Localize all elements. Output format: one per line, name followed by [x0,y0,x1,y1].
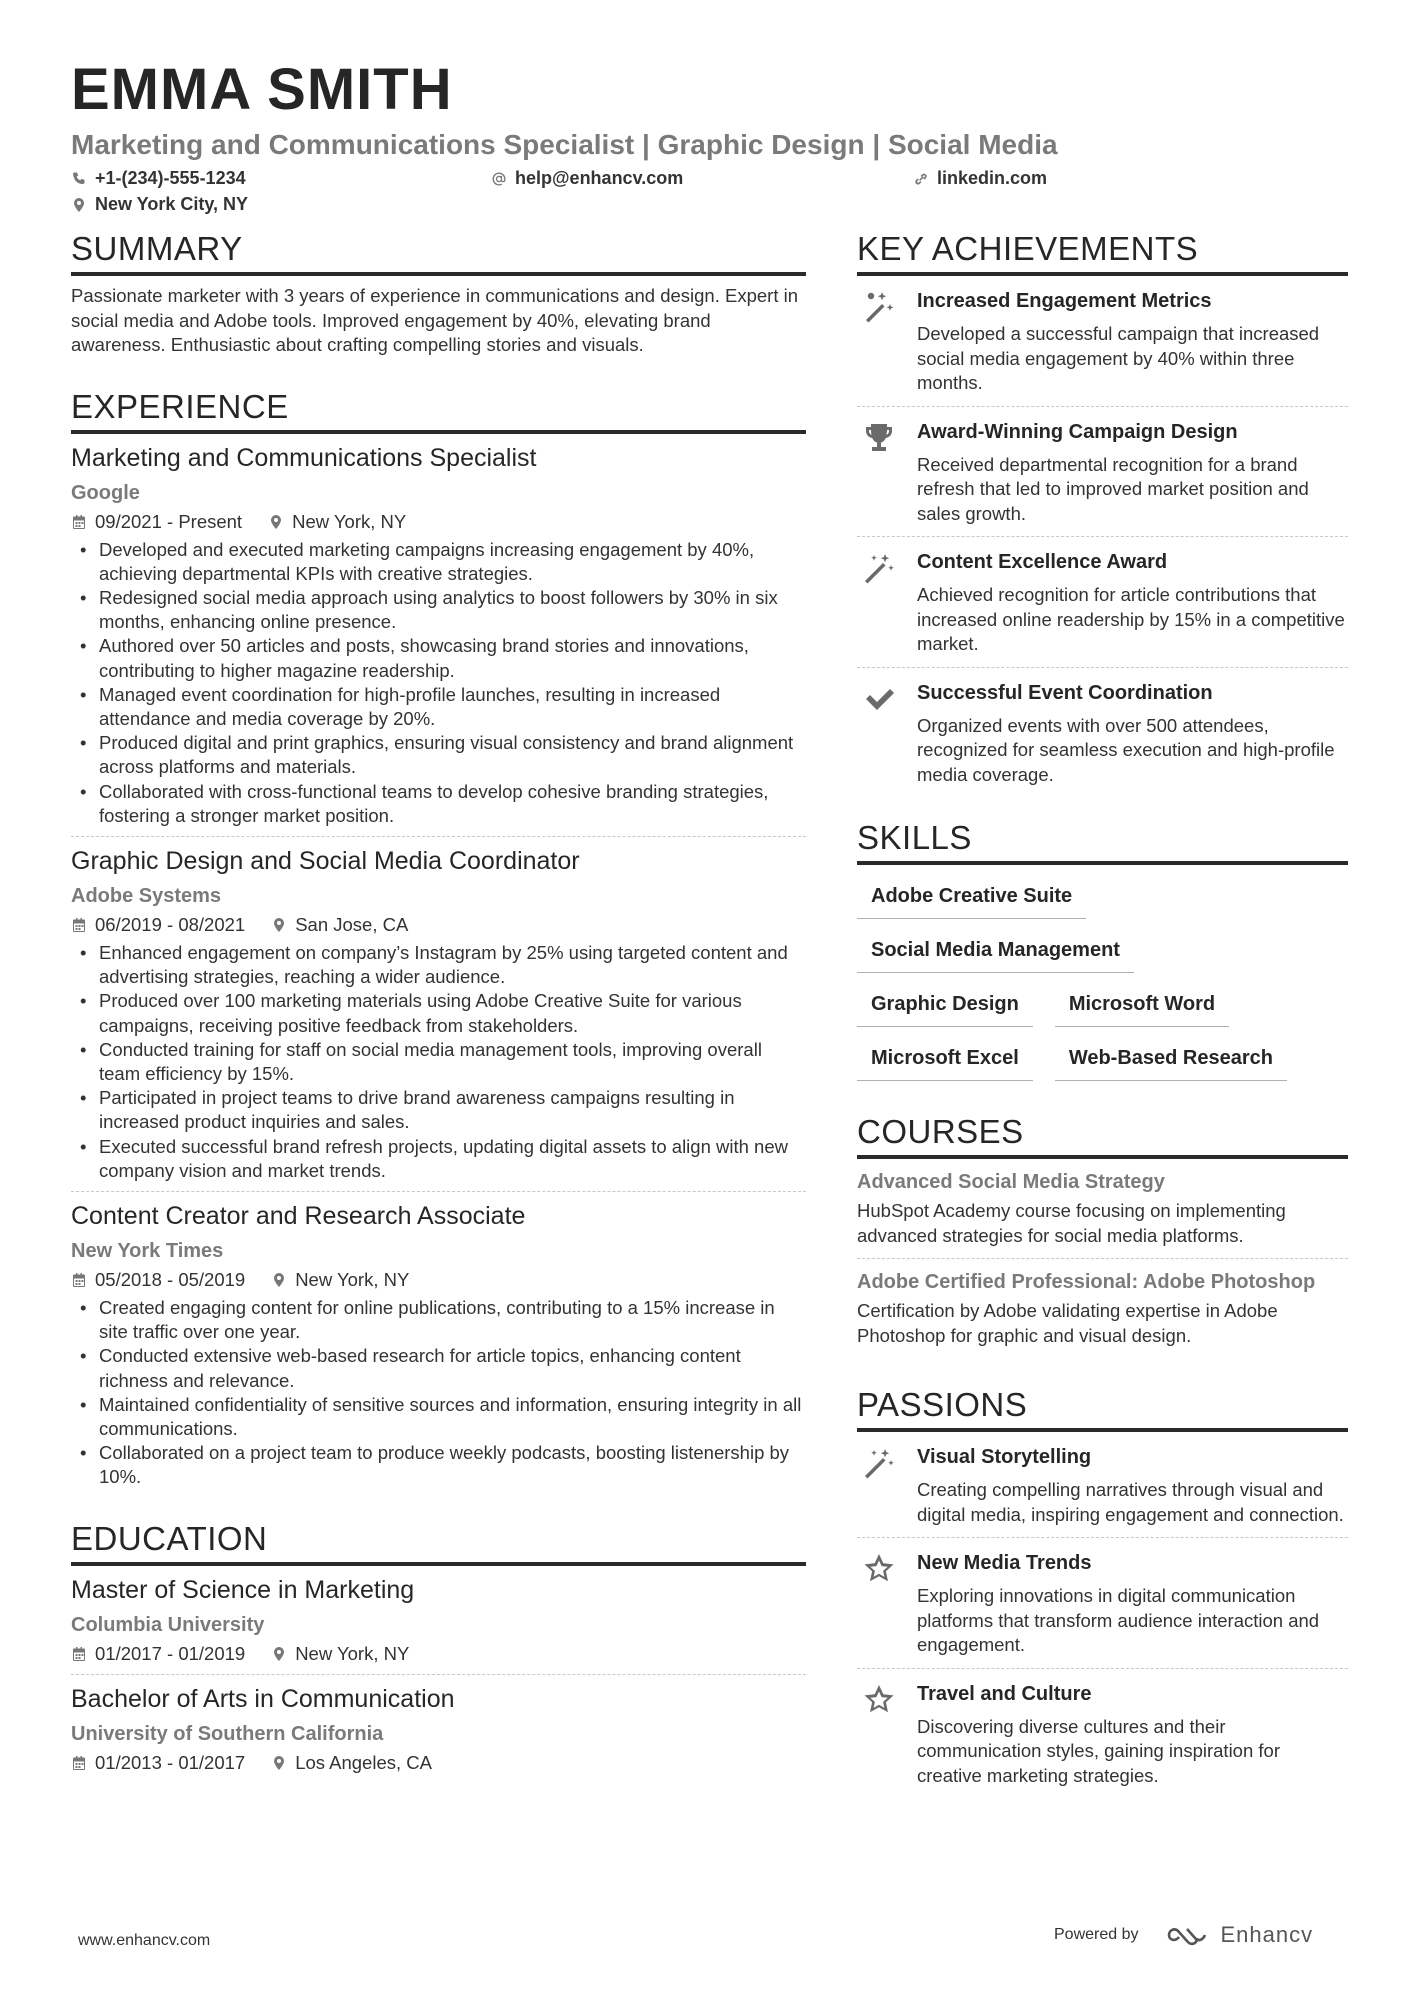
entry-location [271,913,408,937]
item-description: Discovering diverse cultures and their communication styles, gaining inspiration for creative marketing strategies. [917,1715,1280,1786]
candidate-name: EMMA SMITH [71,57,453,122]
skill-tag: Microsoft Word [1055,987,1229,1027]
bullet-item: • Participated in project teams to drive brand awareness campaigns resulting in increased product inquiries and sales. [71,1086,806,1134]
location-pin-icon [71,197,87,213]
entry-meta [71,1642,806,1666]
education-entry [71,1674,806,1783]
skills-row [857,1041,1317,1081]
calendar-icon [71,1646,87,1662]
courses-heading: COURSES [857,1111,1348,1159]
bullet-item: • Developed and executed marketing campaigns increasing engagement by 40%, achieving departmental KPIs with creative strategies. [71,538,806,586]
email-address: help@enhancv.com [515,168,684,188]
date-range [71,913,245,937]
skills-row [857,987,1317,1027]
skill-tag: Social Media Management [857,933,1134,973]
entry-meta [71,510,806,534]
calendar-icon [71,1755,87,1771]
item-description: Developed a successful campaign that increased social media engagement by 40% within three months. [917,323,1320,393]
date-range [71,510,242,534]
entry-meta [71,1751,806,1775]
bullet-item: • Executed successful brand refresh projects, updating digital assets to align with new company vision and market trends. [71,1135,806,1183]
summary-section [71,228,806,358]
date-range [71,1642,245,1666]
phone-icon [71,171,87,187]
skills-heading: SKILLS [857,817,1348,865]
entry-location [268,510,406,534]
date-range [71,1268,245,1292]
job-title: Graphic Design and Social Media Coordinator [71,846,580,875]
bullet-item: • Authored over 50 articles and posts, showcasing brand stories and innovations, contributing to higher magazine readership. [71,634,806,682]
item-title: Travel and Culture [917,1682,1092,1705]
location-contact [71,194,248,215]
item-description: Creating compelling narratives through visual and digital media, inspiring engagement and connection. [917,1479,1344,1525]
course-item [857,1258,1348,1358]
summary-text: Passionate marketer with 3 years of experience in communications and design. Expert in social media and Adobe tools. Improved engagement by 40%, elevating brand awareness. Enthusiastic about crafting compelling stories and visuals. [71,285,799,355]
course-item [857,1159,1348,1258]
education-entry [71,1566,806,1674]
location-text: New York City, NY [95,194,249,214]
item-title: New Media Trends [917,1552,1092,1574]
education-heading: EDUCATION [71,1518,806,1566]
bullet-list [71,538,806,828]
item-title: Successful Event Coordination [917,681,1213,704]
star-icon [862,1552,896,1586]
bullet-item: • Maintained confidentiality of sensitive sources and information, ensuring integrity in all communications. [71,1393,806,1441]
bullet-item: • Collaborated with cross-functional teams to develop cohesive branding strategies, fostering a stronger market position. [71,780,806,828]
summary-heading: SUMMARY [71,228,806,276]
brand-name: Enhancv [1220,1922,1314,1947]
experience-entry [71,836,806,1191]
location-text: New York, NY [295,1642,410,1664]
achievements-list [857,276,1348,797]
location-pin-icon [268,514,284,530]
degree-title: Master of Science in Marketing [71,1575,415,1604]
entry-location [271,1751,432,1775]
school-name: Columbia University [71,1613,265,1636]
achievement-item [857,667,1348,798]
experience-entry [71,434,806,836]
linkedin-url: linkedin.com [937,168,1048,188]
item-body [917,1681,1348,1789]
item-body [917,680,1348,788]
bullet-list [71,941,806,1183]
left-column [71,228,806,1803]
item-body [917,1444,1348,1527]
skills-row [857,879,1317,919]
item-body [917,288,1348,396]
location-text: San Jose, CA [295,913,409,935]
experience-heading: EXPERIENCE [71,386,806,434]
job-title: Marketing and Communications Specialist [71,443,537,472]
calendar-icon [71,917,87,933]
location-pin-icon [271,917,287,933]
item-body [917,549,1348,657]
courses-section [857,1111,1348,1358]
phone-number: +1-(234)-555-1234 [95,168,246,188]
location-text: Los Angeles, CA [295,1751,432,1773]
enhancv-logo-icon [1165,1923,1211,1947]
skill-tag: Web-Based Research [1055,1041,1287,1081]
entry-location [271,1642,409,1666]
item-icon-wrap [857,1444,901,1527]
bullet-item: • Conducted extensive web-based research for article topics, enhancing content richness and relevance. [71,1344,806,1392]
phone-contact[interactable] [71,168,246,189]
experience-entry [71,1191,806,1498]
item-title: Increased Engagement Metrics [917,290,1212,312]
skill-tag: Microsoft Excel [857,1041,1033,1081]
calendar-icon [71,514,87,530]
candidate-tagline: Marketing and Communications Specialist | Graphic Design | Social Media [71,129,1058,160]
bullet-item: • Conducted training for staff on social media management tools, improving overall team efficiency by 15%. [71,1038,806,1086]
bullet-list [71,1296,806,1490]
course-title: Advanced Social Media Strategy [857,1171,1165,1193]
item-title: Visual Storytelling [917,1446,1092,1468]
course-description: HubSpot Academy course focusing on implementing advanced strategies for social media platforms. [857,1200,1286,1246]
email-contact[interactable] [491,168,683,189]
bullet-item: • Produced over 100 marketing materials using Adobe Creative Suite for various campaigns, receiving positive feedback from stakeholders. [71,989,806,1037]
resume-page [71,57,1348,1786]
linkedin-contact[interactable] [913,168,1047,189]
right-column [857,228,1348,1818]
experience-section [71,386,806,1498]
skills-row [857,933,1317,973]
courses-list [857,1159,1348,1358]
education-section [71,1518,806,1783]
location-text: New York, NY [292,510,407,532]
bullet-item: • Collaborated on a project team to produce weekly podcasts, boosting listenership by 10%. [71,1441,806,1489]
sparkle-wand-icon [862,1446,896,1480]
item-icon-wrap [857,419,901,527]
entry-location [271,1268,409,1292]
link-icon [913,171,929,187]
bullet-item: • Created engaging content for online publications, contributing to a 15% increase in site traffic over one year. [71,1296,806,1344]
skill-tag: Graphic Design [857,987,1033,1027]
item-icon-wrap [857,1550,901,1658]
education-list [71,1566,806,1783]
item-body [917,1550,1348,1658]
achievement-item [857,406,1348,537]
magic-wand-icon [862,290,896,324]
footer-website[interactable]: www.enhancv.com [78,1932,211,1949]
item-title: Content Excellence Award [917,551,1168,573]
item-icon-wrap [857,680,901,788]
item-icon-wrap [857,288,901,396]
passion-item [857,1432,1348,1537]
trophy-icon [862,421,896,455]
footer-branding [1054,1922,1313,1948]
location-text: New York, NY [295,1268,410,1290]
bullet-item: • Enhanced engagement on company’s Instagram by 25% using targeted content and advertising strategies, reaching a wider audience. [71,941,806,989]
star-icon [862,1683,896,1717]
enhancv-logo[interactable] [1165,1922,1314,1948]
date-text: 05/2018 - 05/2019 [95,1268,246,1290]
passions-heading: PASSIONS [857,1384,1348,1432]
date-text: 06/2019 - 08/2021 [95,913,246,935]
school-name: University of Southern California [71,1722,384,1745]
item-description: Received departmental recognition for a brand refresh that led to improved market position and sales growth. [917,453,1309,524]
course-title: Adobe Certified Professional: Adobe Photoshop [857,1271,1316,1293]
item-body [917,419,1348,527]
item-description: Organized events with over 500 attendees, recognized for seamless execution and high-profile media coverage. [917,714,1335,785]
company-name: Adobe Systems [71,884,222,907]
date-range [71,1751,245,1775]
achievements-section [857,228,1348,797]
powered-by-label: Powered by [1054,1926,1139,1943]
item-icon-wrap [857,1681,901,1789]
passion-item [857,1537,1348,1668]
entry-meta [71,913,806,937]
achievements-heading: KEY ACHIEVEMENTS [857,228,1348,276]
contact-info [71,166,1348,222]
job-title: Content Creator and Research Associate [71,1201,526,1230]
location-pin-icon [271,1272,287,1288]
item-icon-wrap [857,549,901,657]
bullet-item: • Redesigned social media approach using analytics to boost followers by 30% in six months, enhancing online presence. [71,586,806,634]
item-description: Exploring innovations in digital communication platforms that transform audience interaction and engagement. [917,1585,1320,1655]
sparkle-wand-icon [862,551,896,585]
skills-section [857,817,1348,1081]
degree-title: Bachelor of Arts in Communication [71,1684,455,1713]
date-text: 09/2021 - Present [95,510,243,532]
company-name: Google [71,481,140,504]
passions-section [857,1384,1348,1798]
course-description: Certification by Adobe validating expertise in Adobe Photoshop for graphic and visual design. [857,1300,1278,1346]
achievement-item [857,276,1348,406]
location-pin-icon [271,1646,287,1662]
at-icon [491,171,507,187]
skill-tag: Adobe Creative Suite [857,879,1086,919]
entry-meta [71,1268,806,1292]
experience-list [71,434,806,1498]
date-text: 01/2013 - 01/2017 [95,1751,246,1773]
item-description: Achieved recognition for article contributions that increased online readership by 15% in a competitive market. [917,584,1345,654]
checkmark-icon [862,682,896,716]
passion-item [857,1668,1348,1799]
achievement-item [857,536,1348,667]
skills-list [857,879,1317,1081]
bullet-item: • Managed event coordination for high-profile launches, resulting in increased attendance and media coverage by 20%. [71,683,806,731]
passions-list [857,1432,1348,1798]
date-text: 01/2017 - 01/2019 [95,1642,246,1664]
location-pin-icon [271,1755,287,1771]
company-name: New York Times [71,1239,224,1262]
calendar-icon [71,1272,87,1288]
item-title: Award-Winning Campaign Design [917,420,1238,443]
bullet-item: • Produced digital and print graphics, ensuring visual consistency and brand alignment across platforms and materials. [71,731,806,779]
